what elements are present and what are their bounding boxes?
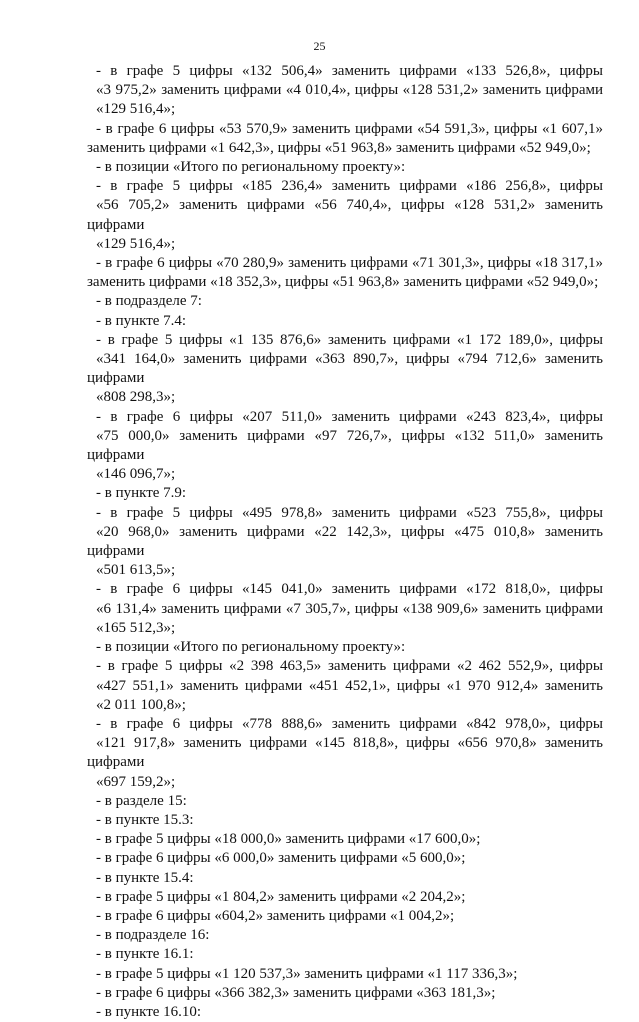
- text-line: - в позиции «Итого по региональному проекту»:: [96, 639, 406, 656]
- text-line: - в пункте 15.4:: [96, 869, 194, 886]
- text-line: - в разделе 15:: [96, 792, 187, 809]
- document-body: [87, 62, 603, 1022]
- paragraph: [87, 158, 603, 177]
- paragraph: [87, 292, 603, 311]
- paragraph: [87, 408, 603, 485]
- text-line: «129 516,4»;: [96, 235, 176, 252]
- text-line: - в графе 5 цифры «1 804,2» заменить цифрами «2 204,2»;: [96, 888, 466, 905]
- paragraph: [87, 504, 603, 581]
- text-line: «6 131,4» заменить цифрами «7 305,7», цифры «138 909,6» заменить цифрами: [96, 600, 603, 617]
- text-line: - в графе 5 цифры «185 236,4» заменить цифрами «186 256,8», цифры: [96, 178, 603, 195]
- text-line: - в графе 6 цифры «70 280,9» заменить цифрами «71 301,3», цифры «18 317,1»: [96, 255, 603, 272]
- paragraph: [87, 792, 603, 811]
- text-line: - в пункте 15.3:: [96, 811, 194, 828]
- paragraph: [87, 811, 603, 830]
- text-line: - в графе 5 цифры «1 135 876,6» заменить цифрами «1 172 189,0», цифры: [96, 331, 603, 348]
- text-line: - в графе 6 цифры «6 000,0» заменить цифрами «5 600,0»;: [96, 850, 466, 867]
- text-line: «427 551,1» заменить цифрами «451 452,1», цифры «1 970 912,4» заменить: [96, 677, 603, 694]
- text-line: - в графе 5 цифры «132 506,4» заменить цифрами «133 526,8», цифры: [96, 63, 603, 79]
- text-line: - в подразделе 7:: [96, 293, 202, 310]
- text-line: - в пункте 7.4:: [96, 312, 187, 329]
- text-line: - в графе 5 цифры «495 978,8» заменить цифрами «523 755,8», цифры: [96, 504, 603, 521]
- text-line: «75 000,0» заменить цифрами «97 726,7», цифры «132 511,0» заменить цифрами: [87, 427, 603, 464]
- paragraph: [87, 331, 603, 408]
- text-line: - в пункте 7.9:: [96, 485, 187, 502]
- paragraph: [87, 120, 603, 158]
- text-line: «341 164,0» заменить цифрами «363 890,7», цифры «794 712,6» заменить цифрами: [87, 351, 603, 387]
- paragraph: [87, 888, 603, 907]
- paragraph: [87, 715, 603, 792]
- text-line: «20 968,0» заменить цифрами «22 142,3», цифры «475 010,8» заменить цифрами: [87, 523, 603, 560]
- paragraph: [87, 849, 603, 868]
- text-line: «2 011 100,8»;: [96, 696, 186, 713]
- paragraph: [87, 830, 603, 849]
- text-line: - в пункте 16.10:: [96, 1003, 202, 1020]
- text-line: - в графе 6 цифры «207 511,0» заменить цифрами «243 823,4», цифры: [96, 408, 603, 425]
- text-line: - в графе 6 цифры «778 888,6» заменить цифрами «842 978,0», цифры: [96, 715, 603, 732]
- paragraph: [87, 484, 603, 503]
- text-line: - в графе 5 цифры «18 000,0» заменить цифрами «17 600,0»;: [96, 831, 481, 848]
- text-line: заменить цифрами «18 352,3», цифры «51 963,8» заменить цифрами «52 949,0»;: [87, 274, 599, 291]
- paragraph: [87, 254, 603, 292]
- text-line: «165 512,3»;: [96, 619, 176, 636]
- text-line: - в графе 5 цифры «2 398 463,5» заменить цифрами «2 462 552,9», цифры: [96, 658, 603, 675]
- paragraph: [87, 177, 603, 254]
- text-line: «121 917,8» заменить цифрами «145 818,8», цифры «656 970,8» заменить цифрами: [87, 735, 603, 771]
- paragraph: [87, 869, 603, 888]
- text-line: «501 613,5»;: [96, 562, 176, 579]
- text-line: - в графе 6 цифры «145 041,0» заменить цифрами «172 818,0», цифры: [96, 581, 603, 598]
- paragraph: [87, 926, 603, 945]
- paragraph: [87, 657, 603, 715]
- paragraph: [87, 1003, 603, 1022]
- paragraph: [87, 907, 603, 926]
- page-number: 25: [313, 39, 326, 53]
- paragraph: [87, 638, 603, 657]
- text-line: - в графе 5 цифры «1 120 537,3» заменить цифрами «1 117 336,3»;: [96, 965, 518, 982]
- text-line: заменить цифрами «1 642,3», цифры «51 963,8» заменить цифрами «52 949,0»;: [87, 139, 591, 156]
- text-line: «56 705,2» заменить цифрами «56 740,4», цифры «128 531,2» заменить цифрами: [87, 197, 603, 233]
- text-line: - в пункте 16.1:: [96, 946, 194, 963]
- text-line: «808 298,3»;: [96, 389, 176, 406]
- text-line: «129 516,4»;: [96, 101, 176, 118]
- paragraph: [87, 965, 603, 984]
- paragraph: [87, 312, 603, 331]
- text-line: - в графе 6 цифры «53 570,9» заменить цифрами «54 591,3», цифры «1 607,1»: [96, 120, 603, 137]
- text-line: «146 096,7»;: [96, 466, 176, 483]
- text-line: - в графе 6 цифры «604,2» заменить цифрами «1 004,2»;: [96, 907, 455, 924]
- text-line: - в подразделе 16:: [96, 927, 210, 944]
- paragraph: [87, 62, 603, 120]
- text-line: - в графе 6 цифры «366 382,3» заменить цифрами «363 181,3»;: [96, 984, 496, 1001]
- paragraph: [87, 984, 603, 1003]
- text-line: - в позиции «Итого по региональному проекту»:: [96, 159, 406, 176]
- paragraph: [87, 945, 603, 964]
- text-line: «3 975,2» заменить цифрами «4 010,4», цифры «128 531,2» заменить цифрами: [96, 82, 603, 99]
- paragraph: [87, 580, 603, 638]
- text-line: «697 159,2»;: [96, 773, 176, 790]
